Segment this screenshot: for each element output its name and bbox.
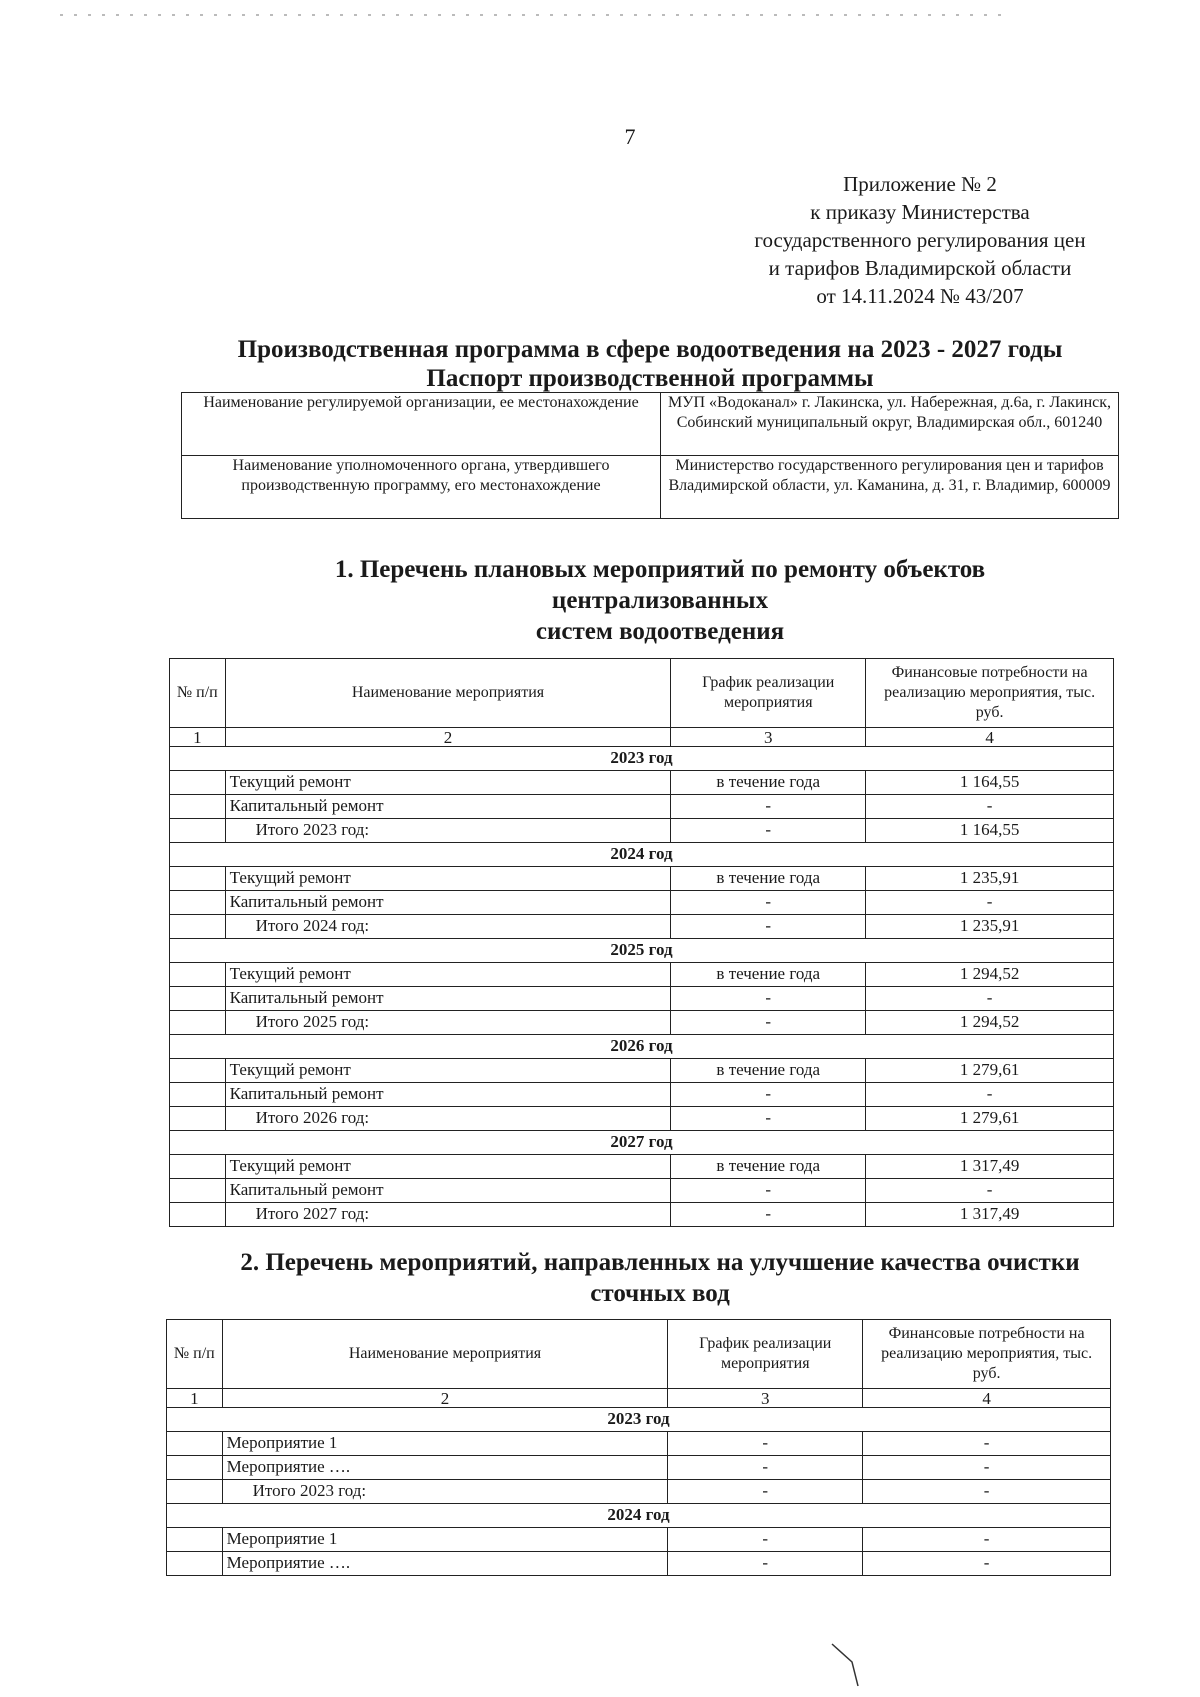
column-header: Наименование мероприятия bbox=[225, 659, 671, 728]
row-number bbox=[170, 867, 226, 891]
row-number bbox=[170, 1203, 226, 1227]
passport-row bbox=[182, 393, 1119, 456]
table-row bbox=[170, 963, 1114, 987]
row-number bbox=[170, 1179, 226, 1203]
activity-name: Мероприятие …. bbox=[222, 1456, 668, 1480]
table-row bbox=[167, 1552, 1111, 1576]
activity-name: Текущий ремонт bbox=[225, 771, 671, 795]
column-header: № п/п bbox=[167, 1320, 223, 1389]
column-number-row bbox=[167, 1389, 1111, 1408]
activity-name: Текущий ремонт bbox=[225, 867, 671, 891]
activity-schedule: - bbox=[671, 1107, 866, 1131]
row-number bbox=[170, 915, 226, 939]
table-row bbox=[170, 1203, 1114, 1227]
row-number bbox=[170, 1155, 226, 1179]
activity-schedule: - bbox=[671, 795, 866, 819]
document-subtitle: Паспорт производственной программы bbox=[426, 365, 874, 392]
table-row bbox=[170, 1179, 1114, 1203]
passport-label: Наименование регулируемой организации, ее местонахождение bbox=[182, 393, 661, 456]
column-header: Финансовые потребности на реализацию мероприятия, тыс. руб. bbox=[863, 1320, 1111, 1389]
year-row bbox=[170, 843, 1114, 867]
year-row bbox=[170, 1131, 1114, 1155]
activity-name: Капитальный ремонт bbox=[225, 891, 671, 915]
row-number bbox=[167, 1528, 223, 1552]
column-number: 3 bbox=[668, 1389, 863, 1408]
activity-name: Текущий ремонт bbox=[225, 1059, 671, 1083]
activity-schedule: - bbox=[668, 1552, 863, 1576]
passport-label: Наименование уполномоченного органа, утвердившего производственную программу, его местонахождение bbox=[182, 456, 661, 519]
column-number: 2 bbox=[225, 728, 671, 747]
activity-name: Капитальный ремонт bbox=[225, 1083, 671, 1107]
row-number bbox=[170, 1083, 226, 1107]
activity-schedule: - bbox=[668, 1456, 863, 1480]
activity-cost: 1 279,61 bbox=[866, 1107, 1114, 1131]
activity-cost: - bbox=[863, 1480, 1111, 1504]
activity-schedule: - bbox=[671, 1203, 866, 1227]
activity-cost: 1 164,55 bbox=[866, 771, 1114, 795]
activity-name: Мероприятие 1 bbox=[222, 1528, 668, 1552]
column-header: Финансовые потребности на реализацию мероприятия, тыс. руб. bbox=[866, 659, 1114, 728]
activity-name: Текущий ремонт bbox=[225, 963, 671, 987]
activity-cost: 1 235,91 bbox=[866, 915, 1114, 939]
activity-cost: - bbox=[866, 1179, 1114, 1203]
year-row bbox=[170, 747, 1114, 771]
year-row bbox=[170, 939, 1114, 963]
appendix-line: государственного регулирования цен bbox=[754, 228, 1086, 252]
header-row bbox=[167, 1320, 1111, 1389]
activity-name: Итого 2025 год: bbox=[225, 1011, 671, 1035]
activity-schedule: - bbox=[671, 915, 866, 939]
section1-title bbox=[160, 554, 1160, 647]
row-number bbox=[170, 819, 226, 843]
row-number bbox=[170, 1059, 226, 1083]
section1-title-line: систем водоотведения bbox=[535, 618, 785, 645]
table-row bbox=[170, 1011, 1114, 1035]
row-number bbox=[170, 963, 226, 987]
activity-name: Итого 2027 год: bbox=[225, 1203, 671, 1227]
table-row bbox=[167, 1432, 1111, 1456]
activity-schedule: в течение года bbox=[671, 771, 866, 795]
row-number bbox=[167, 1480, 223, 1504]
row-number bbox=[170, 987, 226, 1011]
table-row bbox=[170, 915, 1114, 939]
table-row bbox=[170, 771, 1114, 795]
column-number: 1 bbox=[167, 1389, 223, 1408]
passport-value: МУП «Водоканал» г. Лакинска, ул. Набережная, д.6а, г. Лакинск, Собинский муниципальный округ, Владимирская обл., 601240 bbox=[661, 393, 1119, 456]
activity-name: Итого 2026 год: bbox=[225, 1107, 671, 1131]
appendix-line: Приложение № 2 bbox=[843, 172, 997, 196]
column-number: 3 bbox=[671, 728, 866, 747]
table-row bbox=[170, 891, 1114, 915]
table-row bbox=[170, 1155, 1114, 1179]
year-label: 2026 год bbox=[170, 1035, 1114, 1059]
appendix-line: к приказу Министерства bbox=[810, 200, 1030, 224]
passport-value: Министерство государственного регулирования цен и тарифов Владимирской области, ул. Каманина, д. 31, г. Владимир, 600009 bbox=[661, 456, 1119, 519]
row-number bbox=[167, 1456, 223, 1480]
activity-schedule: в течение года bbox=[671, 1155, 866, 1179]
section2-title-line: 2. Перечень мероприятий, направленных на улучшение качества очистки bbox=[240, 1249, 1080, 1276]
activity-schedule: в течение года bbox=[671, 867, 866, 891]
activity-cost: - bbox=[863, 1552, 1111, 1576]
year-label: 2023 год bbox=[167, 1408, 1111, 1432]
table-row bbox=[170, 867, 1114, 891]
document-title: Производственная программа в сфере водоотведения на 2023 - 2027 годы bbox=[237, 336, 1063, 363]
table-row bbox=[167, 1528, 1111, 1552]
activity-name: Итого 2024 год: bbox=[225, 915, 671, 939]
section2-title bbox=[160, 1247, 1160, 1309]
header-row bbox=[170, 659, 1114, 728]
table-row bbox=[167, 1456, 1111, 1480]
activity-name: Текущий ремонт bbox=[225, 1155, 671, 1179]
activity-cost: 1 235,91 bbox=[866, 867, 1114, 891]
section2-table bbox=[166, 1319, 1111, 1576]
row-number bbox=[170, 891, 226, 915]
table-row bbox=[170, 795, 1114, 819]
activity-cost: 1 294,52 bbox=[866, 963, 1114, 987]
row-number bbox=[170, 1011, 226, 1035]
passport-table bbox=[181, 392, 1119, 519]
column-number: 4 bbox=[863, 1389, 1111, 1408]
section1-title-line: централизованных bbox=[551, 587, 769, 614]
table-row bbox=[167, 1480, 1111, 1504]
table-row bbox=[170, 1107, 1114, 1131]
column-number: 4 bbox=[866, 728, 1114, 747]
appendix-note bbox=[720, 170, 1120, 310]
activity-cost: 1 317,49 bbox=[866, 1203, 1114, 1227]
column-number: 2 bbox=[222, 1389, 668, 1408]
row-number bbox=[167, 1432, 223, 1456]
activity-cost: - bbox=[863, 1432, 1111, 1456]
activity-cost: 1 164,55 bbox=[866, 819, 1114, 843]
activity-schedule: - bbox=[671, 1011, 866, 1035]
section1-table bbox=[169, 658, 1114, 1227]
year-label: 2024 год bbox=[170, 843, 1114, 867]
column-header: График реализации мероприятия bbox=[668, 1320, 863, 1389]
activity-schedule: - bbox=[671, 891, 866, 915]
column-header: № п/п bbox=[170, 659, 226, 728]
activity-cost: 1 294,52 bbox=[866, 1011, 1114, 1035]
activity-schedule: - bbox=[671, 1083, 866, 1107]
table-row bbox=[170, 1059, 1114, 1083]
year-row bbox=[167, 1408, 1111, 1432]
row-number bbox=[170, 1107, 226, 1131]
year-label: 2023 год bbox=[170, 747, 1114, 771]
activity-cost: 1 279,61 bbox=[866, 1059, 1114, 1083]
year-row bbox=[167, 1504, 1111, 1528]
activity-name: Мероприятие …. bbox=[222, 1552, 668, 1576]
scan-artifact-line bbox=[60, 14, 1010, 16]
table-row bbox=[170, 819, 1114, 843]
activity-schedule: в течение года bbox=[671, 1059, 866, 1083]
activity-cost: - bbox=[863, 1528, 1111, 1552]
column-number: 1 bbox=[170, 728, 226, 747]
activity-name: Капитальный ремонт bbox=[225, 987, 671, 1011]
activity-schedule: - bbox=[668, 1432, 863, 1456]
activity-name: Капитальный ремонт bbox=[225, 1179, 671, 1203]
appendix-line: от 14.11.2024 № 43/207 bbox=[816, 284, 1024, 308]
column-header: График реализации мероприятия bbox=[671, 659, 866, 728]
activity-cost: - bbox=[866, 987, 1114, 1011]
row-number bbox=[170, 795, 226, 819]
activity-schedule: - bbox=[671, 819, 866, 843]
activity-cost: - bbox=[866, 891, 1114, 915]
activity-schedule: - bbox=[668, 1528, 863, 1552]
year-label: 2024 год bbox=[167, 1504, 1111, 1528]
activity-name: Итого 2023 год: bbox=[225, 819, 671, 843]
section2-title-line: сточных вод bbox=[590, 1280, 730, 1307]
row-number bbox=[170, 771, 226, 795]
pen-mark bbox=[830, 1640, 870, 1690]
table-row bbox=[170, 1083, 1114, 1107]
page-number: 7 bbox=[624, 124, 636, 149]
activity-cost: - bbox=[866, 795, 1114, 819]
row-number bbox=[167, 1552, 223, 1576]
activity-schedule: - bbox=[668, 1480, 863, 1504]
column-number-row bbox=[170, 728, 1114, 747]
activity-schedule: - bbox=[671, 987, 866, 1011]
activity-name: Мероприятие 1 bbox=[222, 1432, 668, 1456]
year-label: 2025 год bbox=[170, 939, 1114, 963]
column-header: Наименование мероприятия bbox=[222, 1320, 668, 1389]
activity-schedule: в течение года bbox=[671, 963, 866, 987]
passport-row bbox=[182, 456, 1119, 519]
activity-name: Итого 2023 год: bbox=[222, 1480, 668, 1504]
appendix-line: и тарифов Владимирской области bbox=[768, 256, 1072, 280]
year-row bbox=[170, 1035, 1114, 1059]
activity-schedule: - bbox=[671, 1179, 866, 1203]
activity-cost: - bbox=[863, 1456, 1111, 1480]
year-label: 2027 год bbox=[170, 1131, 1114, 1155]
activity-name: Капитальный ремонт bbox=[225, 795, 671, 819]
table-row bbox=[170, 987, 1114, 1011]
activity-cost: 1 317,49 bbox=[866, 1155, 1114, 1179]
section1-title-line: 1. Перечень плановых мероприятий по ремонту объектов bbox=[334, 556, 986, 583]
activity-cost: - bbox=[866, 1083, 1114, 1107]
